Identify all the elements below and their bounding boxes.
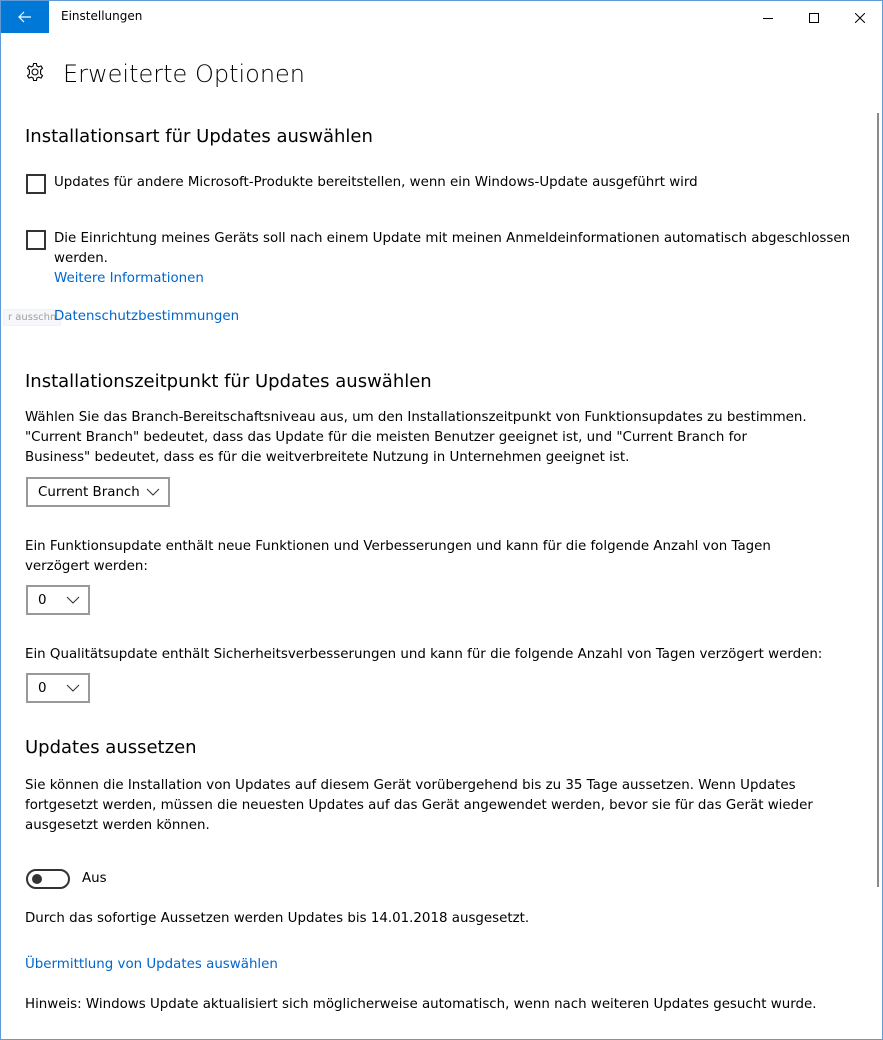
install-type-heading: Installationsart für Updates auswählen [25,126,373,147]
chevron-down-icon [66,596,80,604]
maximize-button[interactable] [791,1,837,33]
feature-delay-value: 0 [38,592,47,608]
app-title: Einstellungen [61,9,143,23]
close-icon [855,8,865,27]
privacy-link[interactable]: Datenschutzbestimmungen [54,309,240,324]
branch-select-value: Current Branch [38,484,140,500]
more-info-link[interactable]: Weitere Informationen [54,271,204,286]
minimize-button[interactable] [745,1,791,33]
install-time-heading: Installationszeitpunkt für Updates auswählen [25,371,432,392]
pause-description: Sie können die Installation von Updates auf diesem Gerät vorübergehend bis zu 35 Tage aussetzen. Wenn Updates fortgesetzt werden, müssen die neuesten Updates auf das Gerät angewendet werden, bevor sie für das Gerät wieder ausgesetzt werden können. [25,778,813,833]
pause-heading: Updates aussetzen [25,737,197,758]
title-bar [1,1,882,33]
maximize-icon [809,8,819,27]
page-header [25,59,305,89]
quality-delay-value: 0 [38,680,47,696]
pause-toggle-label: Aus [82,871,107,886]
other-products-checkbox[interactable] [26,174,46,194]
delivery-optimization-link[interactable]: Übermittlung von Updates auswählen [25,957,278,972]
quality-delay-text: Ein Qualitätsupdate enthält Sicherheitsverbesserungen und kann für die folgende Anzahl von Tagen verzögert werden: [25,647,823,662]
gear-icon [25,62,45,86]
branch-description: Wählen Sie das Branch-Bereitschaftsniveau aus, um den Installationszeitpunkt von Funktionsupdates zu bestimmen. "Current Branch" bedeutet, dass das Update für die meisten Benutzer geeignet ist, und "Current Branch for Business" bedeutet, dass es für die weitverbreitete Nutzung in Unternehmen geeignet ist. [25,410,807,465]
feature-delay-text: Ein Funktionsupdate enthält neue Funktionen und Verbesserungen und kann für die folgende Anzahl von Tagen verzögert werden: [25,539,771,574]
other-products-label: Updates für andere Microsoft-Produkte bereitstellen, wenn ein Windows-Update ausgeführt wird [54,175,698,190]
ghost-tooltip: r ausschn [3,309,61,326]
toggle-knob [32,874,42,884]
minimize-icon [763,8,773,27]
back-arrow-icon [18,8,32,27]
scrollbar[interactable] [877,113,879,887]
pause-toggle[interactable] [26,869,70,889]
pause-until-text: Durch das sofortige Aussetzen werden Updates bis 14.01.2018 ausgesetzt. [25,911,530,926]
chevron-down-icon [146,488,160,496]
quality-delay-select[interactable] [26,673,90,703]
update-note: Hinweis: Windows Update aktualisiert sich möglicherweise automatisch, wenn nach weiteren Updates gesucht wurde. [25,997,817,1012]
auto-signin-checkbox[interactable] [26,230,46,250]
feature-delay-select[interactable] [26,585,90,615]
chevron-down-icon [66,684,80,692]
back-button[interactable] [1,1,49,33]
branch-select[interactable] [26,477,170,507]
close-button[interactable] [837,1,883,33]
auto-signin-label: Die Einrichtung meines Geräts soll nach einem Update mit meinen Anmeldeinformationen automatisch abgeschlossen werden. [54,231,851,266]
page-title: Erweiterte Optionen [63,60,306,88]
